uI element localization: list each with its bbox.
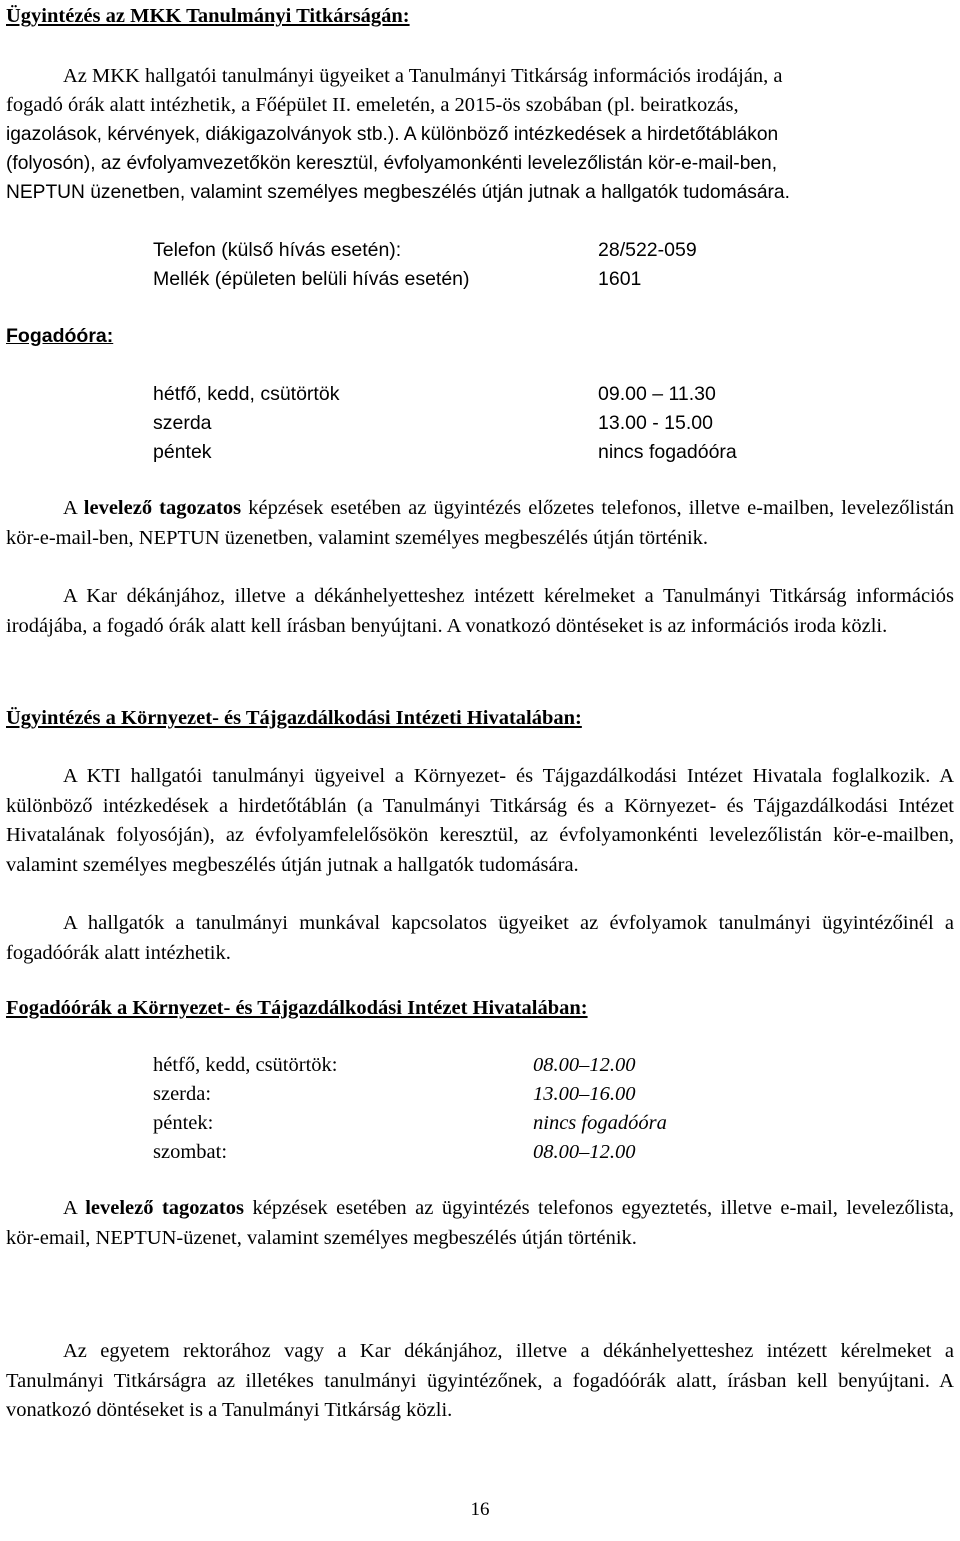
contact-value: 28/522-059: [598, 239, 697, 261]
kti-correspondence-bold: levelező tagozatos: [85, 1197, 244, 1219]
correspondence-pre: A: [63, 497, 84, 519]
office-hours-day: szerda: [153, 412, 212, 434]
kti-second-paragraph: A hallgatók a tanulmányi munkával kapcsolatos ügyeiket az évfolyamok tanulmányi ügyintézőinél a fogadóórák alatt intézhetik.: [6, 912, 954, 964]
intro-line: NEPTUN üzenetben, valamint személyes megbeszélés útján jutnak a hallgatók tudomására.: [6, 182, 790, 203]
kti-correspondence-paragraph: [6, 1194, 954, 1253]
kti-hours-day: szombat:: [153, 1141, 228, 1163]
intro-line: igazolások, kérvények, diákigazolványok stb.). A különböző intézkedések a hirdetőtáblákon: [6, 124, 779, 145]
kti-hours-day: hétfő, kedd, csütörtök:: [153, 1054, 338, 1076]
closing-paragraph: Az egyetem rektorához vagy a Kar dékánjához, illetve a dékánhelyetteshez intézett kérelmeket a Tanulmányi Titkárságra az illetékes tanulmányi ügyintézőnek, a fogadóórák alatt, írásban kell benyújtani. A vonatkozó döntéseket is a Tanulmányi Titkárság közli.: [6, 1340, 954, 1421]
office-hours-day: hétfő, kedd, csütörtök: [153, 383, 340, 405]
intro-line: fogadó órák alatt intézhetik, a Főépület II. emeletén, a 2015-ös szobában (pl. beiratkozás,: [6, 94, 739, 116]
office-hours-time: nincs fogadóóra: [598, 441, 737, 463]
office-hours-time: 09.00 – 11.30: [598, 383, 716, 405]
correspondence-post: képzések esetében az ügyintézés előzetes telefonos, illetve e-mailben, levelezőlistán kör-e-mail-ben, NEPTUN üzenetben, valamint személyes megbeszélés útján történik.: [6, 497, 954, 549]
kti-intro-paragraph: A KTI hallgatói tanulmányi ügyeivel a Környezet- és Tájgazdálkodási Intézet Hivatala foglalkozik. A különböző intézkedések a hirdetőtáblán (a Tanulmányi Titkárság és a Környezet- és Tájgazdálkodási Intézet Hivatalának folyosóján), az évfolyamfelelősökön keresztül, az évfolyamonkénti levelezőlistán kör-e-mailben, valamint személyes megbeszélés útján jutnak a hallgatók tudomására.: [6, 765, 954, 876]
page-number: 16: [470, 1499, 490, 1520]
contact-label: Telefon (külső hívás esetén):: [153, 239, 402, 261]
office-hours-time: 13.00 - 15.00: [598, 412, 713, 434]
intro-line: (folyosón), az évfolyamvezetőkön keresztül, évfolyamonkénti levelezőlistán kör-e-mail-ben,: [6, 153, 778, 174]
office-hours-label: Fogadóóra:: [6, 325, 114, 347]
correspondence-bold: levelező tagozatos: [83, 497, 242, 519]
section-heading-mkk: Ügyintézés az MKK Tanulmányi Titkárságán:: [6, 5, 410, 27]
kti-hours-time: 13.00–16.00: [533, 1083, 636, 1105]
contact-label: Mellék (épületen belüli hívás esetén): [153, 268, 470, 290]
intro-line: Az MKK hallgatói tanulmányi ügyeiket a Tanulmányi Titkárság információs irodáján, a: [63, 65, 783, 87]
kti-correspondence-pre: A: [63, 1197, 86, 1219]
contact-value: 1601: [598, 268, 642, 290]
correspondence-paragraph: [6, 494, 954, 553]
requests-paragraph: A Kar dékánjához, illetve a dékánhelyetteshez intézett kérelmeket a Tanulmányi Titkárság információs irodájába, a fogadó órák alatt kell írásban benyújtani. A vonatkozó döntéseket is az információs iroda közli.: [6, 585, 954, 637]
kti-correspondence-post: képzések esetében az ügyintézés telefonos egyeztetés, illetve e-mail, levelezőlista, kör-email, NEPTUN-üzenet, valamint személyes megbeszélés útján történik.: [6, 1197, 954, 1249]
kti-hours-time: nincs fogadóóra: [533, 1112, 667, 1134]
kti-hours-time: 08.00–12.00: [533, 1141, 636, 1163]
kti-hours-day: péntek:: [153, 1112, 214, 1134]
section-heading-kti-hours: Fogadóórák a Környezet- és Tájgazdálkodási Intézet Hivatalában:: [6, 997, 588, 1019]
kti-hours-time: 08.00–12.00: [533, 1054, 636, 1076]
kti-hours-day: szerda:: [153, 1083, 212, 1105]
office-hours-day: péntek: [153, 441, 212, 463]
section-heading-kti: Ügyintézés a Környezet- és Tájgazdálkodási Intézeti Hivatalában:: [6, 707, 582, 729]
